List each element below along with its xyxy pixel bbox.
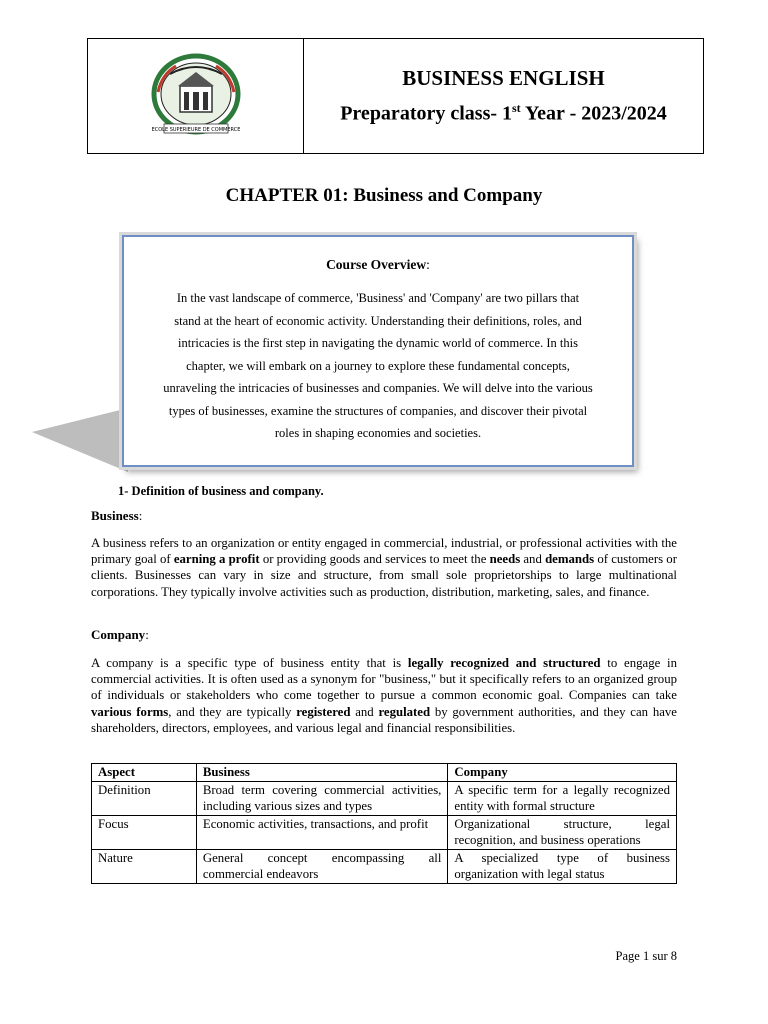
overview-line: types of businesses, examine the structures of companies, and discover their pivotal <box>168 403 588 418</box>
overview-line: stand at the heart of economic activity. Understanding their definitions, roles, and <box>174 313 582 328</box>
table-cell: Definition <box>92 781 197 815</box>
overview-text <box>136 287 620 445</box>
decorative-shadow <box>32 408 128 472</box>
business-paragraph: A business refers to an organization or entity engaged in commercial, industrial, or professional activities with the primary goal of earning a profit or providing goods and services to meet the needs and demands of customers or clients. Businesses can vary in size and structure, from small sole proprietorships to large multinational corporations. They typically involve activities such as production, distribution, marketing, sales, and finance. <box>91 536 677 599</box>
business-label: Business: <box>91 508 143 523</box>
table-cell: Nature <box>92 849 197 883</box>
table-cell: Organizational structure, legal recognition, and business operations <box>448 815 677 849</box>
overview-line: roles in shaping economies and societies. <box>274 426 482 440</box>
page-number: Page 1 sur 8 <box>615 949 677 963</box>
course-subtitle: Preparatory class- 1st Year - 2023/2024 <box>340 101 667 125</box>
school-logo <box>148 52 244 140</box>
overview-line: chapter, we will embark on a journey to explore these fundamental concepts, <box>186 358 570 373</box>
section-heading: 1- Definition of business and company. <box>118 484 324 498</box>
table-row <box>92 781 677 815</box>
company-paragraph: A company is a specific type of business entity that is legally recognized and structured to engage in commercial activities. It is often used as a synonym for "business," but it specifically refers to an organized group of individuals or stakeholders who come together to pursue a common economic goal. Companies can take various forms, and they are typically registered and regulated by government authorities, and they can have shareholders, directors, employees, and various legal and financial responsibilities. <box>91 656 678 735</box>
svg-text:ECOLE SUPERIEURE DE COMMERCE: ECOLE SUPERIEURE DE COMMERCE <box>151 127 240 133</box>
table-header-cell: Company <box>448 764 677 782</box>
header-box <box>87 38 704 154</box>
table-header-cell: Aspect <box>92 764 197 782</box>
table-row <box>92 815 677 849</box>
header-title-cell <box>304 39 703 153</box>
table-header-cell: Business <box>196 764 448 782</box>
table-row <box>92 849 677 883</box>
overview-line: intricacies is the first step in navigating the dynamic world of commerce. In this <box>178 336 578 350</box>
table-cell: Broad term covering commercial activities, including various sizes and types <box>196 781 448 815</box>
overview-line: unraveling the intricacies of businesses and companies. We will delve into the various <box>163 381 593 395</box>
table-cell: Economic activities, transactions, and profit <box>196 815 448 849</box>
table-cell: Focus <box>92 815 197 849</box>
table-cell: General concept encompassing all commercial endeavors <box>196 849 448 883</box>
course-overview-box <box>122 235 634 467</box>
table-header-row <box>92 764 677 782</box>
overview-line: In the vast landscape of commerce, 'Business' and 'Company' are two pillars that <box>176 291 580 305</box>
table-cell: A specific term for a legally recognized entity with formal structure <box>448 781 677 815</box>
overview-title: Course Overview: <box>326 257 430 272</box>
course-title: BUSINESS ENGLISH <box>402 66 605 91</box>
table-cell: A specialized type of business organization with legal status <box>448 849 677 883</box>
logo-cell <box>88 39 304 153</box>
comparison-table <box>91 763 677 884</box>
company-label: Company: <box>91 627 149 642</box>
chapter-title: CHAPTER 01: Business and Company <box>225 185 543 206</box>
